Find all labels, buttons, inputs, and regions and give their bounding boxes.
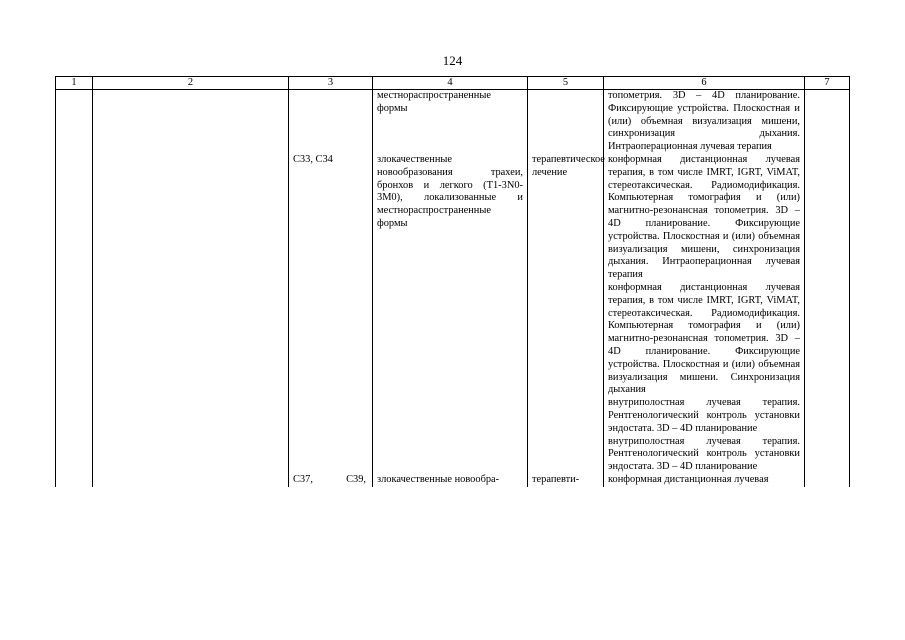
cell-codes	[289, 90, 373, 154]
cell-index	[56, 474, 93, 487]
method-text: конформная дистанционная лучевая терапия, в том числе IMRT, IGRT, ViMAT, стереотаксическая. Радиомодификация. Компьютерная томография и (или) магнитно-резонансная топометрия. 3D – 4D планирование. Фиксирующие устройства. Плоскостная и (или) объемная визуализация мишени, синхронизация дыхания. Интраоперационная лучевая терапия	[608, 153, 800, 281]
medical-care-table	[55, 76, 850, 487]
cell-codes: C33, C34	[289, 154, 373, 474]
header-col-4: 4	[373, 77, 528, 90]
cell-methods	[604, 474, 805, 487]
cell-methods	[604, 90, 805, 154]
cell-diagnosis: злокачественные новообразования трахеи, бронхов и легкого (T1-3N0-3M0), локализованные и местнораспространенные формы	[373, 154, 528, 474]
cell-diagnosis: местнораспространенные формы	[373, 90, 528, 154]
cell-norm	[805, 154, 850, 474]
code-left: C37,	[293, 473, 313, 485]
cell-index	[56, 90, 93, 154]
cell-norm	[805, 90, 850, 154]
table-row	[56, 154, 850, 474]
cell-methods	[604, 154, 805, 474]
header-col-1: 1	[56, 77, 93, 90]
code-right: C39,	[346, 473, 366, 485]
method-text: внутриполостная лучевая терапия. Рентгенологический контроль установки эндостата. 3D – 4D планирование	[608, 435, 800, 473]
cell-treatment: терапевти-	[528, 474, 604, 487]
method-text: конформная дистанционная лучевая терапия, в том числе IMRT, IGRT, ViMAT, стереотаксическая. Радиомодификация. Компьютерная томография и (или) магнитно-резонансная топометрия. 3D – 4D планирование. Фиксирующие устройства. Плоскостная и (или) объемная визуализация мишени. Синхронизация дыхания	[608, 281, 800, 396]
cell-index	[56, 154, 93, 474]
table-row	[56, 474, 850, 487]
header-col-2: 2	[93, 77, 289, 90]
header-col-7: 7	[805, 77, 850, 90]
header-row	[56, 77, 850, 90]
cell-codes	[289, 474, 373, 487]
cell-treatment	[528, 90, 604, 154]
cell-diagnosis: злокачественные новообра-	[373, 474, 528, 487]
method-text: топометрия. 3D – 4D планирование. Фиксирующие устройства. Плоскостная и (или) объемная визуализация мишени, синхронизация дыхания. Интраоперационная лучевая терапия	[608, 90, 800, 153]
header-col-3: 3	[289, 77, 373, 90]
page-number: 124	[442, 53, 463, 68]
header-col-6: 6	[604, 77, 805, 90]
cell-profile	[93, 474, 289, 487]
table-row	[56, 90, 850, 154]
cell-profile	[93, 154, 289, 474]
codes-line	[293, 474, 368, 487]
table-header	[56, 77, 850, 90]
method-text: внутриполостная лучевая терапия. Рентгенологический контроль установки эндостата. 3D – 4D планирование	[608, 397, 800, 434]
cell-norm	[805, 474, 850, 487]
cell-profile	[93, 90, 289, 154]
cell-treatment: терапевтическое лечение	[528, 154, 604, 474]
table-body	[56, 90, 850, 487]
header-col-5: 5	[528, 77, 604, 90]
method-text: конформная дистанционная лучевая	[608, 473, 769, 485]
